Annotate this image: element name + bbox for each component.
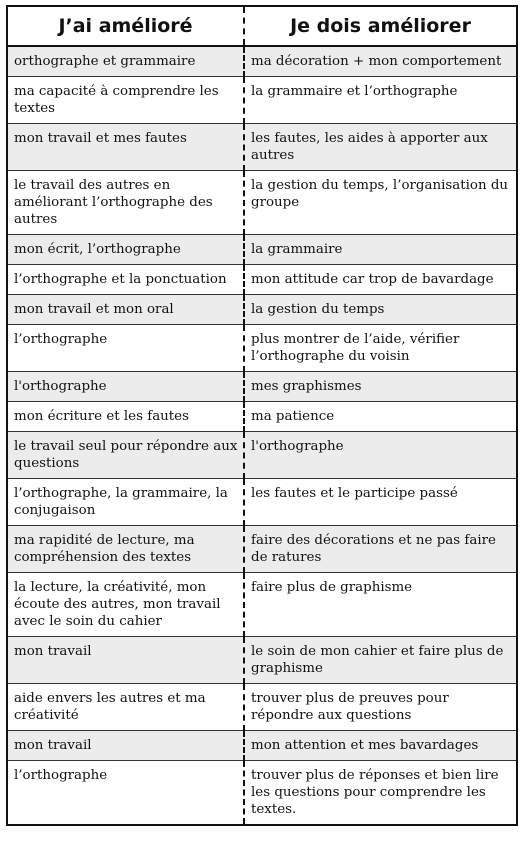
cell-to-improve: les fautes et le participe passé (244, 479, 517, 526)
cell-improved: la lecture, la créativité, mon écoute des autres, mon travail avec le soin du cahier (7, 573, 244, 637)
cell-to-improve: faire plus de graphisme (244, 573, 517, 637)
cell-improved: ma capacité à comprendre les textes (7, 77, 244, 124)
cell-improved: le travail des autres en améliorant l’orthographe des autres (7, 171, 244, 235)
cell-improved: ma rapidité de lecture, ma compréhension des textes (7, 526, 244, 573)
cell-improved: l’orthographe, la grammaire, la conjugaison (7, 479, 244, 526)
cell-improved: mon travail (7, 731, 244, 761)
table-row (7, 77, 517, 124)
table-row (7, 684, 517, 731)
cell-to-improve: trouver plus de preuves pour répondre aux questions (244, 684, 517, 731)
table-row (7, 265, 517, 295)
cell-to-improve: plus montrer de l’aide, vérifier l’orthographe du voisin (244, 325, 517, 372)
header-improved: J’ai amélioré (7, 6, 244, 46)
table-row (7, 171, 517, 235)
cell-to-improve: la gestion du temps (244, 295, 517, 325)
table-row (7, 372, 517, 402)
table-row (7, 402, 517, 432)
cell-improved: mon travail et mes fautes (7, 124, 244, 171)
cell-improved: mon travail (7, 637, 244, 684)
header-to-improve: Je dois améliorer (244, 6, 517, 46)
table-row (7, 479, 517, 526)
cell-to-improve: faire des décorations et ne pas faire de ratures (244, 526, 517, 573)
comparison-table (6, 5, 518, 826)
cell-improved: l’orthographe (7, 325, 244, 372)
cell-improved: aide envers les autres et ma créativité (7, 684, 244, 731)
cell-improved: le travail seul pour répondre aux questions (7, 432, 244, 479)
table-row (7, 325, 517, 372)
table-row (7, 295, 517, 325)
table-row (7, 637, 517, 684)
cell-to-improve: la grammaire (244, 235, 517, 265)
cell-to-improve: mon attitude car trop de bavardage (244, 265, 517, 295)
table-row (7, 573, 517, 637)
cell-to-improve: les fautes, les aides à apporter aux autres (244, 124, 517, 171)
cell-improved: mon écriture et les fautes (7, 402, 244, 432)
cell-to-improve: mes graphismes (244, 372, 517, 402)
table-body (7, 46, 517, 825)
cell-to-improve: ma patience (244, 402, 517, 432)
cell-to-improve: l'orthographe (244, 432, 517, 479)
cell-improved: mon écrit, l’orthographe (7, 235, 244, 265)
table-row (7, 432, 517, 479)
table-row (7, 124, 517, 171)
cell-improved: l’orthographe (7, 761, 244, 826)
table-row (7, 46, 517, 77)
cell-to-improve: ma décoration + mon comportement (244, 46, 517, 77)
table-row (7, 731, 517, 761)
table-row (7, 526, 517, 573)
cell-to-improve: le soin de mon cahier et faire plus de graphisme (244, 637, 517, 684)
cell-improved: orthographe et grammaire (7, 46, 244, 77)
header-row (7, 6, 517, 46)
cell-improved: l'orthographe (7, 372, 244, 402)
cell-to-improve: mon attention et mes bavardages (244, 731, 517, 761)
cell-to-improve: trouver plus de réponses et bien lire les questions pour comprendre les textes. (244, 761, 517, 826)
cell-improved: l’orthographe et la ponctuation (7, 265, 244, 295)
table-row (7, 761, 517, 826)
table-row (7, 235, 517, 265)
cell-to-improve: la grammaire et l’orthographe (244, 77, 517, 124)
cell-improved: mon travail et mon oral (7, 295, 244, 325)
cell-to-improve: la gestion du temps, l’organisation du groupe (244, 171, 517, 235)
